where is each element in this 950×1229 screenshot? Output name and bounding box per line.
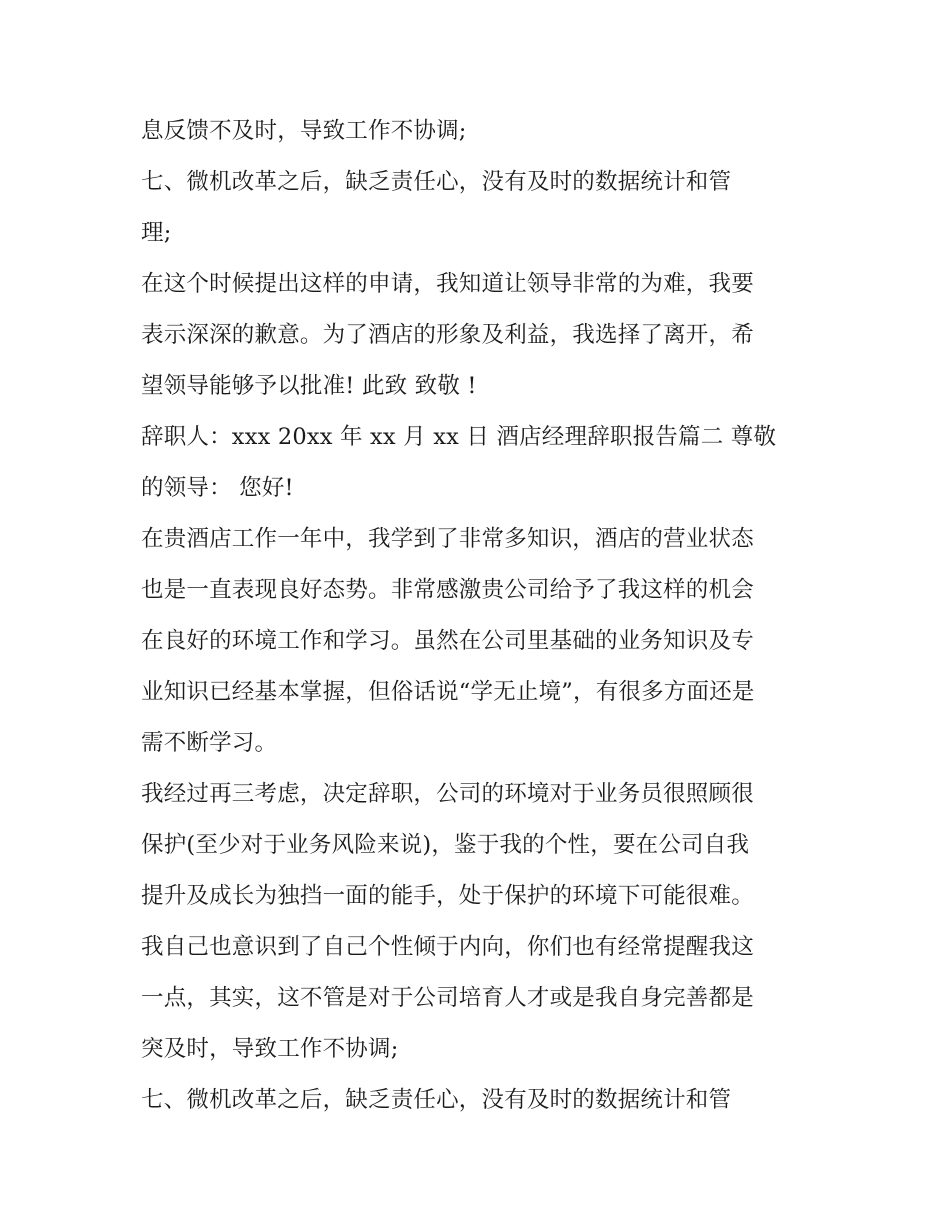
- text-line: 一点，其实，这不管是对于公司培育人才或是我自身完善都是: [141, 985, 754, 1011]
- text-line: 七、微机改革之后，缺乏责任心，没有及时的数据统计和管: [141, 1087, 732, 1113]
- text-line: 突及时，导致工作不协调;: [141, 1036, 399, 1062]
- text-line: 需不断学习。: [141, 730, 278, 756]
- text-line: 我自己也意识到了自己个性倾于内向，你们也有经常提醒我这: [141, 934, 754, 960]
- text-line: 也是一直表现良好态势。非常感激贵公司给予了我这样的机会: [141, 577, 754, 603]
- text-line: 在这个时候提出这样的申请，我知道让领导非常的为难，我要: [141, 271, 754, 297]
- text-line: 我经过再三考虑，决定辞职，公司的环境对于业务员很照顾很: [141, 781, 754, 807]
- text-line: 保护(至少对于业务风险来说)，鉴于我的个性，要在公司自我: [141, 832, 750, 858]
- text-line: 表示深深的歉意。为了酒店的形象及利益，我选择了离开，希: [141, 322, 754, 348]
- text-line: 辞职人：xxx 20xx 年 xx 月 xx 日 酒店经理辞职报告篇二 尊敬: [141, 424, 777, 450]
- text-line: 息反馈不及时，导致工作不协调;: [141, 118, 467, 144]
- text-line: 的领导： 您好!: [141, 475, 294, 501]
- text-line: 提升及成长为独挡一面的能手，处于保护的环境下可能很难。: [141, 883, 754, 909]
- text-line: 在贵酒店工作一年中，我学到了非常多知识，酒店的营业状态: [141, 526, 754, 552]
- text-line: 业知识已经基本掌握，但俗话说“学无止境”，有很多方面还是: [141, 679, 755, 705]
- text-line: 望领导能够予以批准! 此致 致敬 !: [141, 373, 477, 399]
- text-line: 在良好的环境工作和学习。虽然在公司里基础的业务知识及专: [141, 628, 754, 654]
- text-line: 理;: [141, 220, 172, 246]
- document-body: [141, 106, 821, 1126]
- text-line: 七、微机改革之后，缺乏责任心，没有及时的数据统计和管: [141, 169, 732, 195]
